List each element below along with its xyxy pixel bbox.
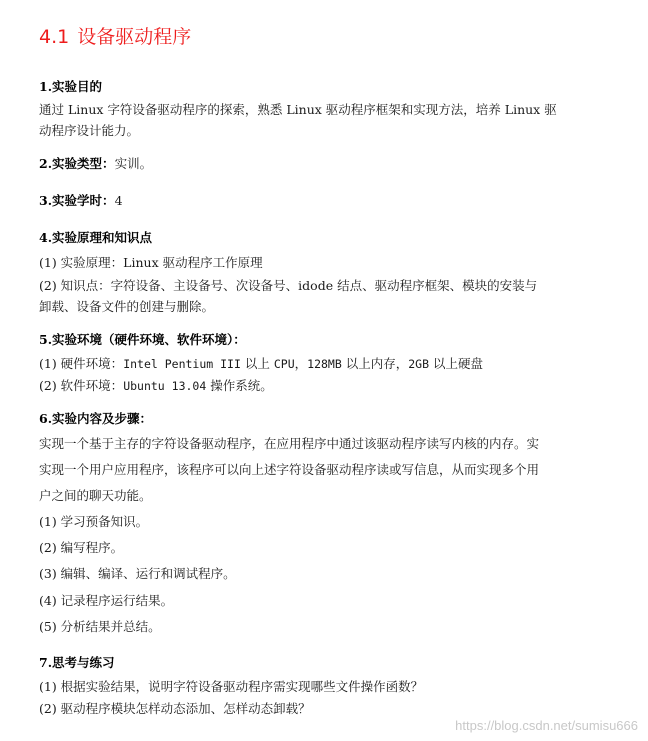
purpose-line-2: 动程序设计能力。	[39, 123, 140, 138]
step-item: (3) 编辑、编译、运行和调试程序。	[39, 566, 236, 581]
content-line-3: 户之间的聊天功能。	[39, 488, 152, 503]
experiment-hours-row	[39, 193, 123, 209]
heading-exercises: 7.思考与练习	[39, 655, 115, 670]
hardware-suffix: 以上硬盘	[429, 356, 484, 371]
heading-steps: 6.实验内容及步骤：	[39, 411, 153, 426]
hardware-disk: 2GB	[408, 357, 430, 371]
environment-software	[39, 378, 273, 394]
hours-value: 4	[114, 193, 123, 208]
principle-item-1: (1) 实验原理：Linux 驱动程序工作原理	[39, 255, 263, 270]
section-title-text: 设备驱动程序	[77, 26, 192, 48]
principle-item-2-line-2: 卸载、设备文件的创建与删除。	[39, 299, 215, 314]
hardware-prefix: (1) 硬件环境：	[39, 356, 124, 371]
section-title	[39, 22, 191, 49]
hardware-mid-3: 以上内存，	[341, 356, 409, 371]
hardware-cpu: CPU	[273, 357, 295, 371]
heading-principles: 4.实验原理和知识点	[39, 230, 153, 245]
environment-hardware	[39, 356, 483, 372]
exercise-question-1: (1) 根据实验结果，说明字符设备驱动程序需实现哪些文件操作函数？	[39, 679, 424, 694]
software-prefix: (2) 软件环境：	[39, 378, 124, 393]
heading-hours: 3.实验学时：	[39, 193, 115, 208]
hardware-cpu-model: Intel Pentium III	[123, 357, 241, 371]
hardware-mid-2: ，	[294, 356, 308, 371]
watermark-text: https://blog.csdn.net/sumisu666	[455, 718, 638, 733]
software-suffix: 操作系统。	[206, 378, 273, 393]
heading-type: 2.实验类型：	[39, 156, 115, 171]
step-item: (4) 记录程序运行结果。	[39, 593, 174, 608]
heading-environment: 5.实验环境（硬件环境、软件环境）：	[39, 332, 246, 347]
software-os: Ubuntu 13.04	[123, 379, 207, 393]
principle-item-2-line-1: (2) 知识点：字符设备、主设备号、次设备号、idode 结点、驱动程序框架、模块的安装与	[39, 278, 538, 293]
exercise-question-2: (2) 驱动程序模块怎样动态添加、怎样动态卸载？	[39, 701, 311, 716]
hardware-memory: 128MB	[307, 357, 342, 371]
step-item: (5) 分析结果并总结。	[39, 619, 161, 634]
step-item: (2) 编写程序。	[39, 540, 124, 555]
content-line-2: 实现一个用户应用程序，该程序可以向上述字符设备驱动程序读或写信息，从而实现多个用	[39, 462, 540, 477]
purpose-line-1: 通过 Linux 字符设备驱动程序的探索，熟悉 Linux 驱动程序框架和实现方法，培养 Linux 驱	[39, 102, 557, 117]
content-line-1: 实现一个基于主存的字符设备驱动程序，在应用程序中通过该驱动程序读写内核的内存。实	[39, 436, 540, 451]
experiment-type-row	[39, 156, 152, 172]
type-value: 实训。	[114, 156, 153, 171]
hardware-mid-1: 以上	[240, 356, 274, 371]
section-number: 4.1	[39, 26, 70, 48]
heading-purpose: 1.实验目的	[39, 79, 103, 94]
step-item: (1) 学习预备知识。	[39, 514, 149, 529]
